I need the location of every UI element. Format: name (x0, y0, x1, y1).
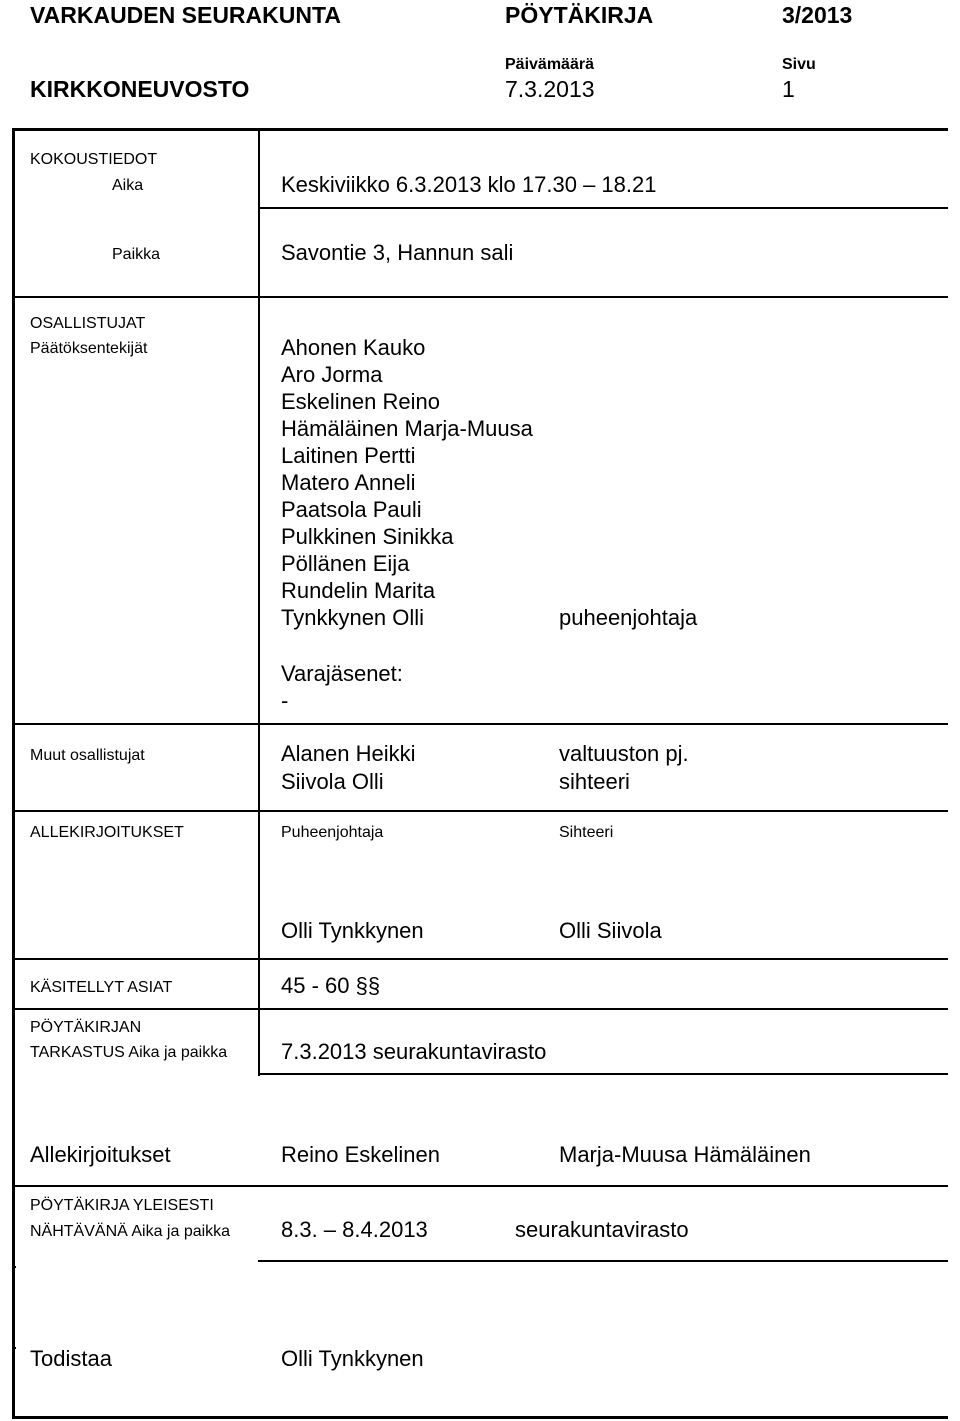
member-name: Matero Anneli (281, 470, 416, 495)
decision-makers-label: Päätöksentekijät (30, 340, 148, 357)
time-label: Aika (112, 177, 144, 194)
body-name: KIRKKONEUVOSTO (30, 76, 250, 102)
column-divider (258, 128, 260, 1076)
time-value: Keskiviikko 6.3.2013 klo 17.30 – 18.21 (281, 172, 657, 197)
member-name: Pulkkinen Sinikka (281, 524, 454, 549)
chair-title: Puheenjohtaja (281, 824, 384, 841)
member-name: Pöllänen Eija (281, 551, 410, 576)
left-border (12, 128, 15, 1418)
member-name: Laitinen Pertti (281, 443, 416, 468)
document-type: PÖYTÄKIRJA (505, 2, 654, 28)
member-name: Aro Jorma (281, 362, 383, 387)
top-rule (12, 128, 948, 131)
document-number: 3/2013 (782, 2, 853, 28)
deputies-label: Varajäsenet: (281, 661, 403, 686)
participants-section-label: OSALLISTUJAT (30, 315, 146, 332)
stray-mark (14, 1266, 16, 1268)
member-name: Eskelinen Reino (281, 389, 440, 414)
member-name: Hämäläinen Marja-Muusa (281, 416, 533, 441)
public-label-line2: NÄHTÄVÄNÄ Aika ja paikka (30, 1223, 231, 1240)
divider-review-signatures (12, 1185, 948, 1187)
place-value: Savontie 3, Hannun sali (281, 240, 514, 265)
member-name: Tynkkynen Olli (281, 605, 425, 630)
other-role: valtuuston pj. (559, 741, 689, 766)
divider-signatures (12, 958, 948, 960)
divider-items (12, 1008, 948, 1010)
review-value: 7.3.2013 seurakuntavirasto (281, 1039, 547, 1064)
reviewer-name: Marja-Muusa Hämäläinen (559, 1142, 811, 1167)
deputies-value: - (281, 688, 289, 713)
public-label-line1: PÖYTÄKIRJA YLEISESTI (30, 1197, 214, 1214)
public-dates: 8.3. – 8.4.2013 (281, 1217, 428, 1242)
public-place: seurakuntavirasto (515, 1217, 689, 1242)
secretary-title: Sihteeri (559, 824, 614, 841)
attestation-name: Olli Tynkkynen (281, 1346, 424, 1371)
divider-participants (12, 723, 948, 725)
bottom-rule (12, 1416, 948, 1419)
signatures-section-label: ALLEKIRJOITUKSET (30, 824, 184, 841)
divider-public (258, 1260, 948, 1262)
member-name: Ahonen Kauko (281, 335, 426, 360)
page-value: 1 (782, 76, 795, 102)
reviewer-name: Reino Eskelinen (281, 1142, 440, 1167)
date-value: 7.3.2013 (505, 76, 595, 102)
divider-place (12, 296, 948, 298)
page-label: Sivu (782, 56, 816, 73)
attestation-label: Todistaa (30, 1346, 112, 1371)
member-name: Rundelin Marita (281, 578, 436, 603)
other-name: Siivola Olli (281, 769, 384, 794)
other-role: sihteeri (559, 769, 630, 794)
chair-name: Olli Tynkkynen (281, 918, 424, 943)
meeting-section-label: KOKOUSTIEDOT (30, 151, 158, 168)
chair-role: puheenjohtaja (559, 605, 698, 630)
stray-mark (14, 1347, 16, 1349)
items-value: 45 - 60 §§ (281, 973, 381, 998)
organization-name: VARKAUDEN SEURAKUNTA (30, 2, 341, 28)
divider-others (12, 810, 948, 812)
divider-time (258, 207, 948, 209)
review-label-line1: PÖYTÄKIRJAN (30, 1019, 142, 1036)
review-label-line2: TARKASTUS Aika ja paikka (30, 1044, 228, 1061)
place-label: Paikka (112, 246, 161, 263)
items-label: KÄSITELLYT ASIAT (30, 979, 173, 996)
review-signatures-label: Allekirjoitukset (30, 1142, 171, 1167)
others-label: Muut osallistujat (30, 747, 145, 764)
date-label: Päivämäärä (505, 56, 594, 73)
member-name: Paatsola Pauli (281, 497, 422, 522)
other-name: Alanen Heikki (281, 741, 416, 766)
divider-review (258, 1073, 948, 1075)
secretary-name: Olli Siivola (559, 918, 662, 943)
